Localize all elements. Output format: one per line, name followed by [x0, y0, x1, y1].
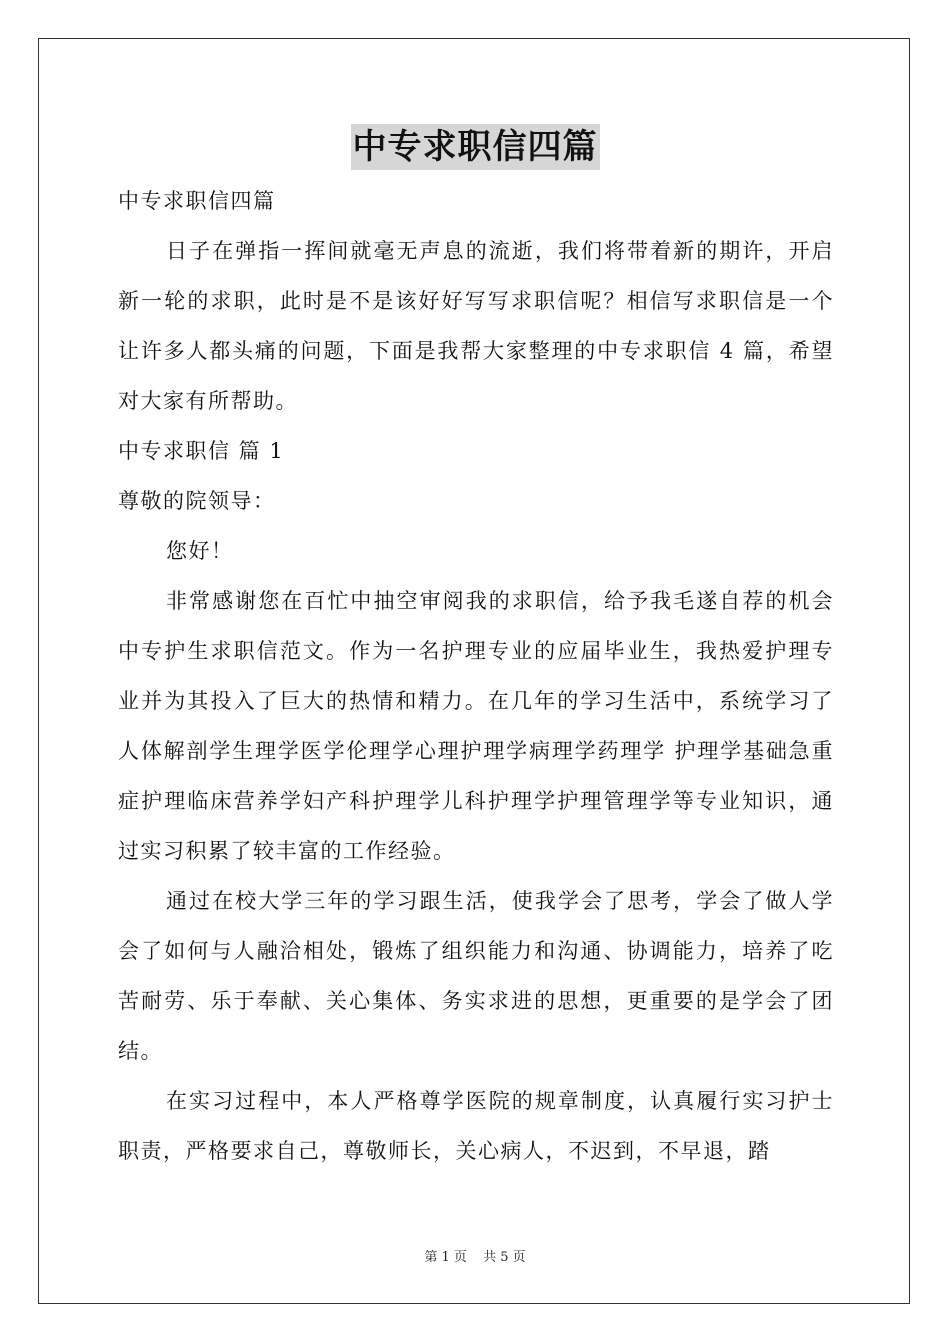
body-paragraph-3: 在实习过程中，本人严格尊学医院的规章制度，认真履行实习护士职责，严格要求自己，尊敬师长，关心病人，不迟到，不早退，踏 — [118, 1089, 834, 1163]
document-body — [118, 176, 834, 1176]
page-number: 第 1 页 — [424, 1250, 467, 1265]
salutation: 尊敬的院领导： — [118, 489, 276, 513]
intro-paragraph: 日子在弹指一挥间就毫无声息的流逝，我们将带着新的期许，开启新一轮的求职，此时是不是该好好写写求职信呢？相信写求职信是一个让许多人都头痛的问题，下面是我帮大家整理的中专求职信 4 篇，希望对大家有所帮助。 — [118, 239, 834, 413]
body-paragraph-1: 非常感谢您在百忙中抽空审阅我的求职信，给予我毛遂自荐的机会中专护生求职信范文。作为一名护理专业的应届毕业生，我热爱护理专业并为其投入了巨大的热情和精力。在几年的学习生活中，系统学习了人体解剖学生理学医学伦理学心理护理学病理学药理学 护理学基础急重症护理临床营养学妇产科护理学儿科护理学护理管理学等专业知识，通过实习积累了较丰富的工作经验。 — [118, 589, 834, 863]
body-paragraph-2: 通过在校大学三年的学习跟生活，使我学会了思考，学会了做人学会了如何与人融洽相处，锻炼了组织能力和沟通、协调能力，培养了吃苦耐劳、乐于奉献、关心集体、务实求进的思想，更重要的是学会了团结。 — [118, 889, 834, 1063]
subtitle-line: 中专求职信四篇 — [118, 189, 276, 213]
document-title: 中专求职信四篇 — [351, 124, 600, 170]
greeting: 您好！ — [166, 539, 234, 563]
page-total: 共 5 页 — [483, 1250, 526, 1265]
page-footer — [0, 1246, 950, 1265]
section-heading: 中专求职信 篇 1 — [118, 439, 285, 463]
title-container — [0, 124, 950, 170]
